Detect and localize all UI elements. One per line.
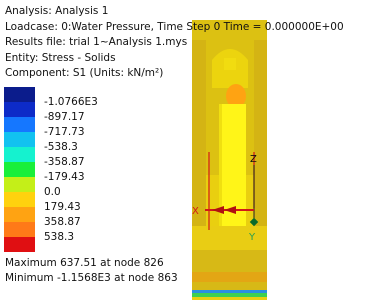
contour-legend xyxy=(4,87,35,252)
base-band xyxy=(192,250,267,290)
results-footer xyxy=(5,256,178,286)
analysis-name: Analysis: Analysis 1 xyxy=(5,5,109,17)
z-axis-label: Z xyxy=(250,154,257,165)
legend-swatch xyxy=(4,87,35,102)
legend-label: -358.87 xyxy=(44,156,85,168)
legend-swatch xyxy=(4,177,35,192)
minimum-value: Minimum -1.1568E3 at node 863 xyxy=(5,272,178,284)
results-file: Results file: trial 1~Analysis 1.mys xyxy=(5,36,188,49)
bottom-blue-edge xyxy=(192,290,267,293)
maximum-value: Maximum 637.51 at node 826 xyxy=(5,257,164,269)
legend-label: -538.3 xyxy=(44,141,78,153)
legend-label: 0.0 xyxy=(44,186,61,198)
legend-swatch xyxy=(4,192,35,207)
legend-swatch xyxy=(4,162,35,177)
legend-swatch xyxy=(4,117,35,132)
base-orange-band xyxy=(192,272,267,282)
y-axis-label: Y xyxy=(249,232,256,243)
loadcase-info: Loadcase: 0:Water Pressure, Time Step 0 Time = 0.000000E+00 xyxy=(5,20,344,33)
legend-swatch xyxy=(4,237,35,252)
legend-label: -717.73 xyxy=(44,126,85,138)
component-info: Component: S1 (Units: kN/m²) xyxy=(5,67,164,80)
legend-label: 179.43 xyxy=(44,201,81,213)
legend-labels xyxy=(44,95,98,245)
entity-info: Entity: Stress - Solids xyxy=(5,51,116,64)
legend-swatch xyxy=(4,102,35,117)
x-axis-label: X xyxy=(192,206,199,217)
legend-swatch xyxy=(4,147,35,162)
legend-swatch xyxy=(4,207,35,222)
legend-label: 538.3 xyxy=(44,231,75,243)
bottom-green-edge xyxy=(192,293,267,297)
legend-swatch xyxy=(4,222,35,237)
legend-label: -897.17 xyxy=(44,111,85,123)
lower-band xyxy=(192,226,267,250)
legend-label: -1.0766E3 xyxy=(44,96,98,108)
legend-label: 358.87 xyxy=(44,216,81,228)
results-header xyxy=(5,4,344,82)
legend-swatch xyxy=(4,132,35,147)
legend-label: -179.43 xyxy=(44,171,85,183)
